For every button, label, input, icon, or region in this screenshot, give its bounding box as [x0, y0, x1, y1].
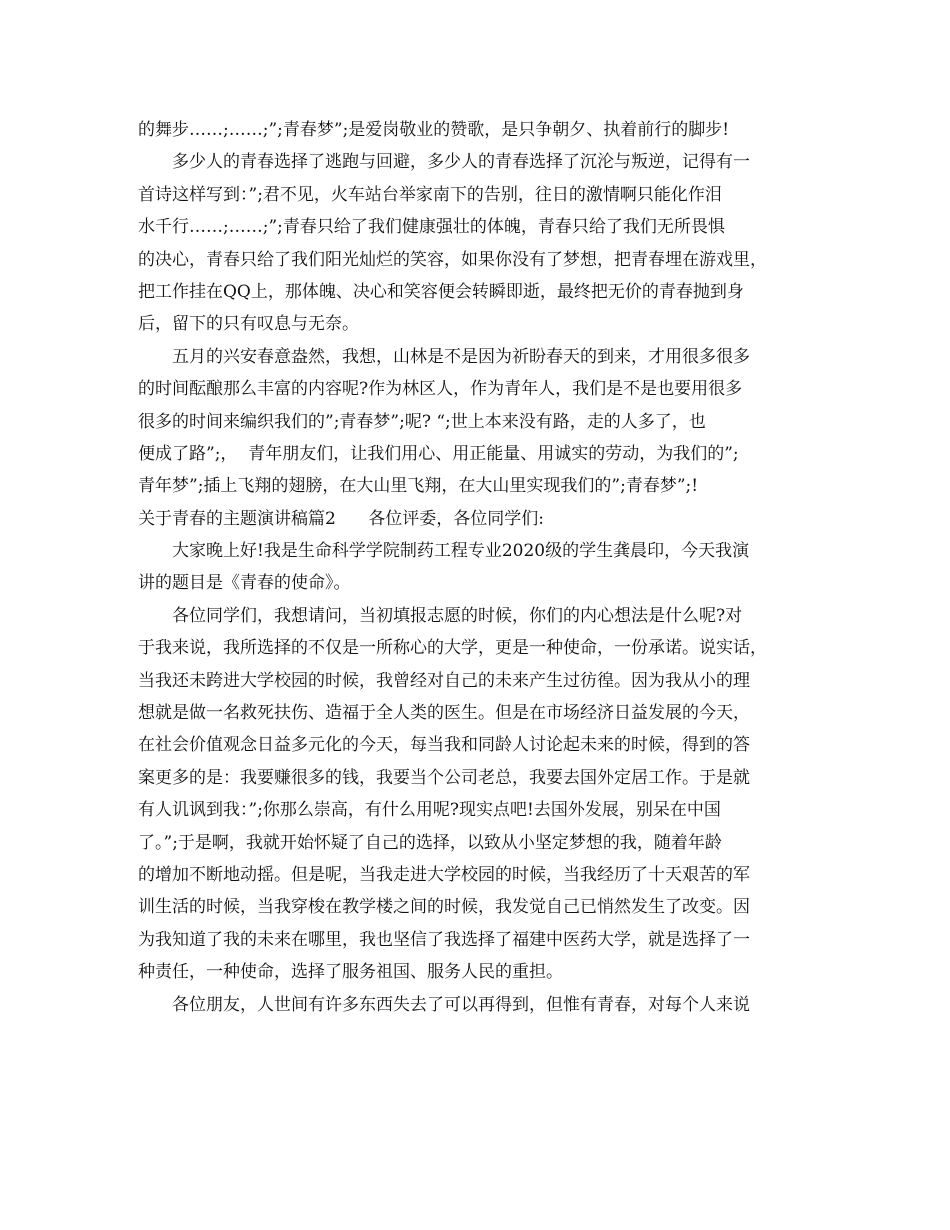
text-line: 各位同学们，我想请问，当初填报志愿的时候，你们的内心想法是什么呢?对 — [172, 605, 743, 626]
text-line: 便成了路”;， 青年朋友们，让我们用心、用正能量、用诚实的劳动，为我们的”; — [138, 443, 739, 464]
text-line: 的增加不断地动摇。但是呢，当我走进大学校园的时候，当我经历了十天艰苦的军 — [138, 864, 750, 885]
text-line: 很多的时间来编织我们的”;青春梦”;呢? “;世上本来没有路，走的人多了，也 — [138, 411, 706, 432]
text-line: 水千行……;……;”;青春只给了我们健康强壮的体魄，青春只给了我们无所畏惧 — [138, 217, 725, 238]
text-line: 了。”;于是啊，我就开始怀疑了自己的选择，以致从小坚定梦想的我，随着年龄 — [138, 832, 722, 853]
text-line: 首诗这样写到：”;君不见，火车站台举家南下的告别，往日的激情啊只能化作泪 — [138, 184, 722, 205]
document-body — [138, 114, 818, 1021]
text-line: 为我知道了我的未来在哪里，我也坚信了我选择了福建中医药大学，就是选择了一 — [138, 929, 750, 950]
text-line: 的决心，青春只给了我们阳光灿烂的笑容，如果你没有了梦想，把青春埋在游戏里， — [138, 249, 767, 270]
text-line: 关于青春的主题演讲稿篇2 各位评委，各位同学们: — [138, 508, 544, 529]
text-line: 当我还未跨进大学校园的时候，我曾经对自己的未来产生过彷徨。因为我从小的理 — [138, 670, 750, 691]
text-line: 青年梦”;插上飞翔的翅膀，在大山里飞翔，在大山里实现我们的”;青春梦”;! — [138, 476, 699, 497]
text-line: 把工作挂在QQ上，那体魄、决心和笑容便会转瞬即逝，最终把无价的青春抛到身 — [138, 281, 744, 302]
text-line: 五月的兴安春意盎然，我想，山林是不是因为祈盼春天的到来，才用很多很多 — [172, 346, 750, 367]
text-line: 训生活的时候，当我穿梭在教学楼之间的时候，我发觉自己已悄然发生了改变。因 — [138, 897, 750, 918]
text-line: 的舞步……;……;”;青春梦”;是爱岗敬业的赞歌，是只争朝夕、执着前行的脚步! — [138, 120, 730, 140]
text-line: 在社会价值观念日益多元化的今天，每当我和同龄人讨论起未来的时候，得到的答 — [138, 735, 750, 756]
text-line: 大家晚上好!我是生命科学学院制药工程专业2020级的学生龚晨印，今天我演 — [172, 541, 750, 562]
text-line: 案更多的是：我要赚很多的钱，我要当个公司老总，我要去国外定居工作。于是就 — [138, 767, 750, 788]
text-line: 于我来说，我所选择的不仅是一所称心的大学，更是一种使命，一份承诺。说实话， — [138, 638, 767, 659]
text-line: 讲的题目是《青春的使命》。 — [138, 573, 351, 594]
text-line: 有人讥讽到我：”;你那么崇高，有什么用呢?现实点吧!去国外发展，别呆在中国 — [138, 800, 721, 821]
text-line: 多少人的青春选择了逃跑与回避，多少人的青春选择了沉沦与叛逆，记得有一 — [172, 152, 750, 173]
text-line: 各位朋友，人世间有许多东西失去了可以再得到，但惟有青春，对每个人来说 — [172, 994, 750, 1015]
text-line: 后，留下的只有叹息与无奈。 — [138, 314, 359, 335]
text-line: 想就是做一名救死扶伤、造福于全人类的医生。但是在市场经济日益发展的今天， — [138, 703, 750, 724]
text-line: 种责任，一种使命，选择了服务祖国、服务人民的重担。 — [138, 962, 563, 983]
text-line: 的时间酝酿那么丰富的内容呢?作为林区人，作为青年人，我们是不是也要用很多 — [138, 379, 743, 400]
